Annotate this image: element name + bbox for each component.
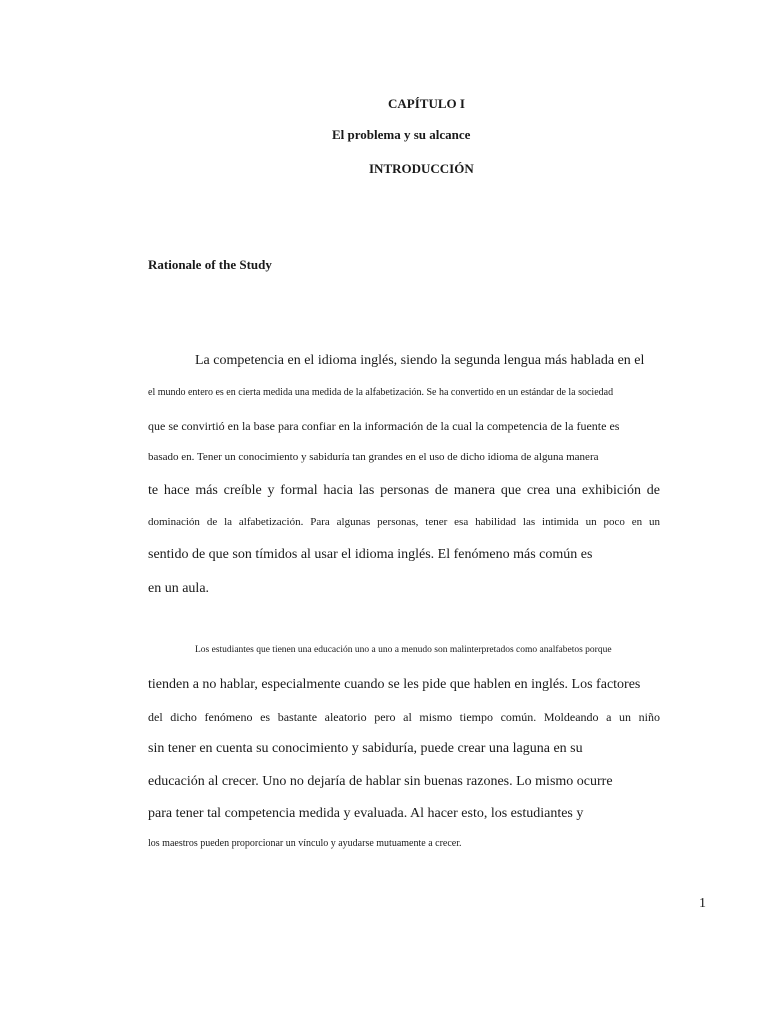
chapter-subtitle: El problema y su alcance: [332, 127, 471, 142]
chapter-title: CAPÍTULO I: [388, 96, 465, 111]
section-title: INTRODUCCIÓN: [369, 161, 474, 176]
paragraph-line: sentido de que son tímidos al usar el idioma inglés. El fenómeno más común es: [148, 547, 593, 562]
paragraph-line: dominación de la alfabetización. Para algunas personas, tener esa habilidad las intimida un poco en un: [148, 516, 660, 528]
paragraph-line: en un aula.: [148, 581, 210, 596]
paragraph-line: La competencia en el idioma inglés, siendo la segunda lengua más hablada en el: [195, 353, 645, 368]
paragraph-line: tienden a no hablar, especialmente cuando se les pide que hablen en inglés. Los factores: [148, 677, 641, 692]
paragraph-line: el mundo entero es en cierta medida una medida de la alfabetización. Se ha convertido en un estándar de la sociedad: [148, 387, 614, 398]
paragraph-line: los maestros pueden proporcionar un vínculo y ayudarse mutuamente a crecer.: [148, 838, 462, 849]
paragraph-line: te hace más creíble y formal hacia las personas de manera que crea una exhibición de: [148, 483, 660, 498]
page-number: 1: [699, 896, 706, 911]
section-heading: Rationale of the Study: [148, 257, 272, 272]
paragraph-line: educación al crecer. Uno no dejaría de hablar sin buenas razones. Lo mismo ocurre: [148, 774, 613, 789]
paragraph-line: para tener tal competencia medida y evaluada. Al hacer esto, los estudiantes y: [148, 806, 584, 821]
paragraph-line: basado en. Tener un conocimiento y sabiduría tan grandes en el uso de dicho idioma de alguna manera: [148, 451, 599, 463]
paragraph-line: del dicho fenómeno es bastante aleatorio pero al mismo tiempo común. Moldeando a un niño: [148, 710, 660, 724]
paragraph-line: que se convirtió en la base para confiar en la información de la cual la competencia de la fuente es: [148, 419, 620, 433]
paragraph-line: sin tener en cuenta su conocimiento y sabiduría, puede crear una laguna en su: [148, 741, 583, 756]
paragraph-line: Los estudiantes que tienen una educación uno a uno a menudo son malinterpretados como analfabetos porque: [195, 645, 612, 655]
